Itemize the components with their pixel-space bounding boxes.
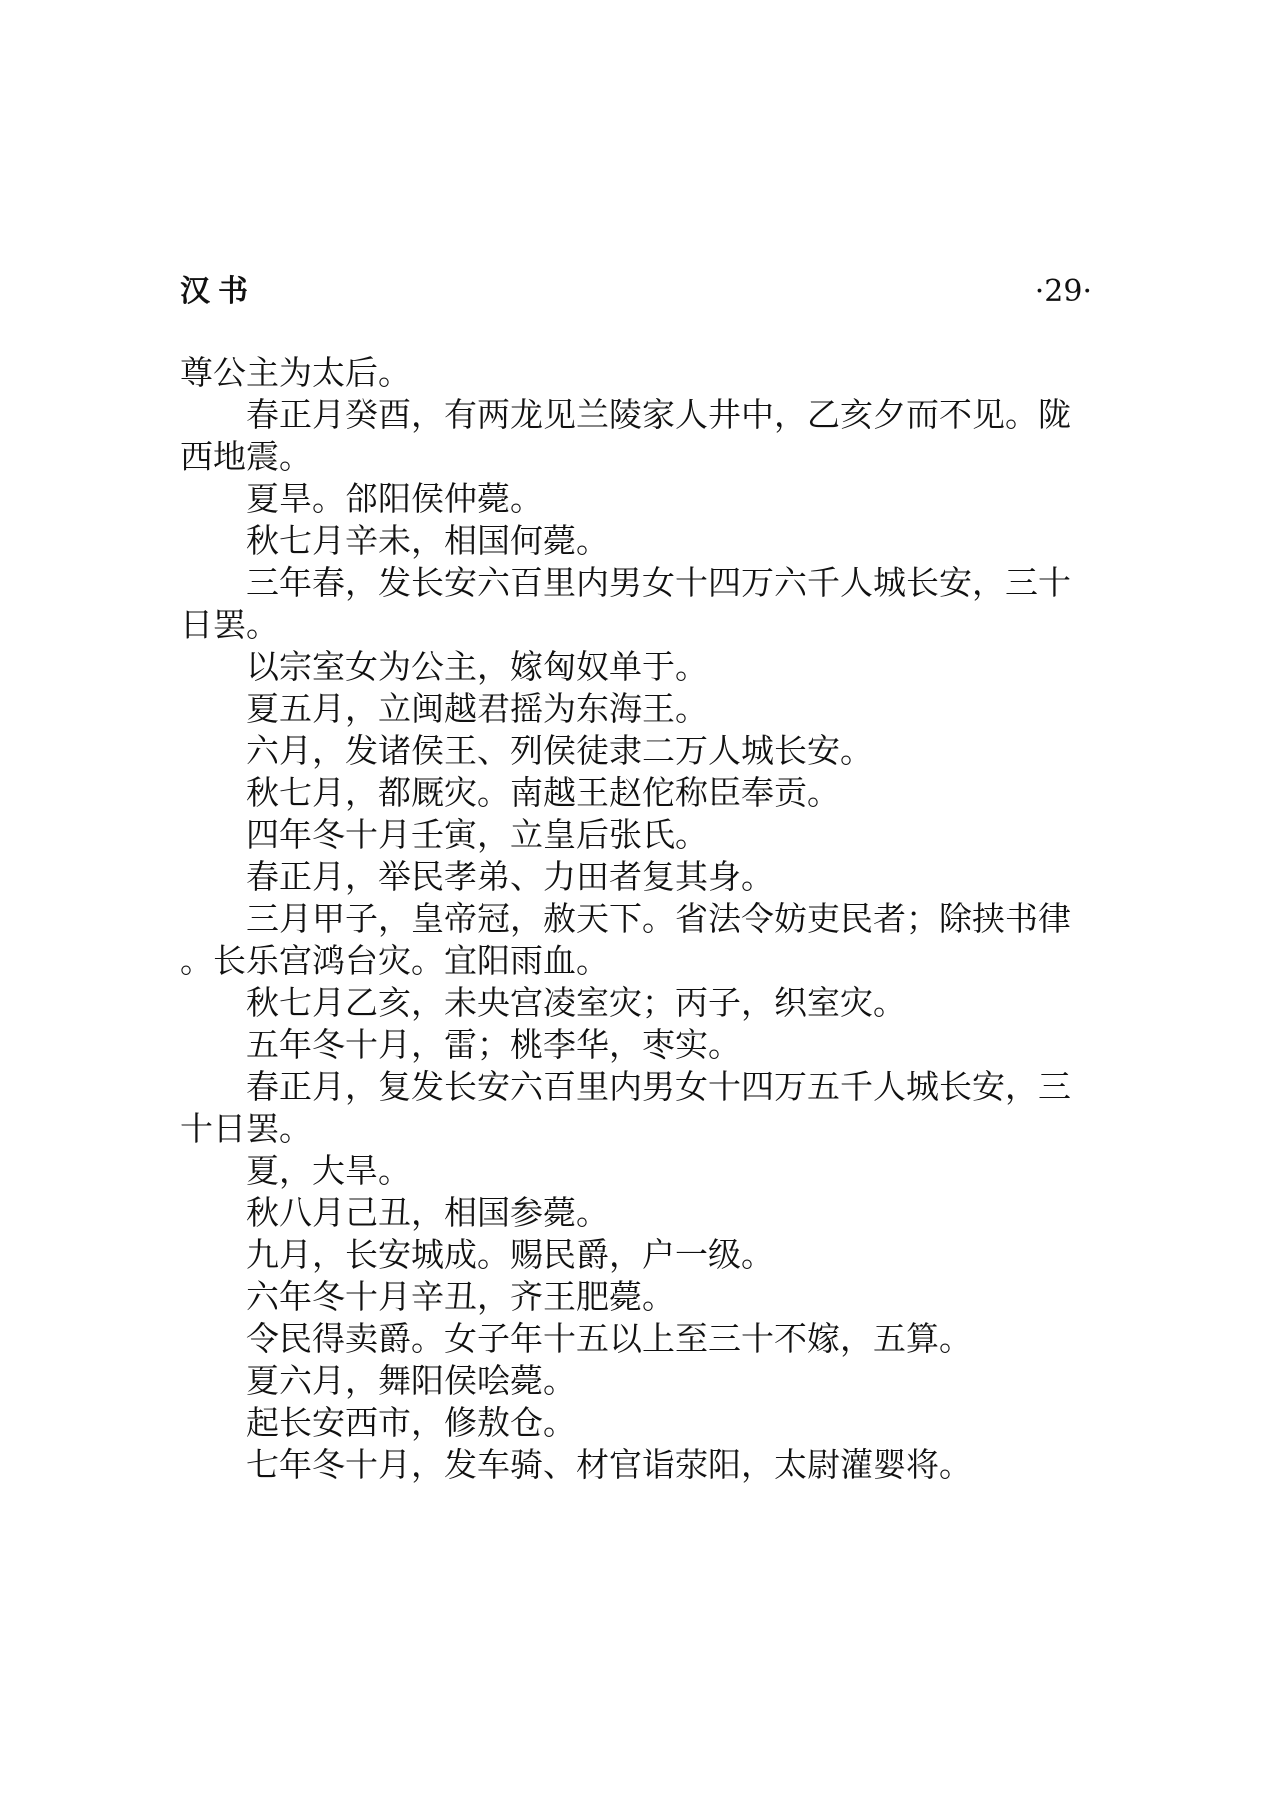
paragraph: 七年冬十月，发车骑、材官诣荥阳，太尉灌婴将。 xyxy=(246,1445,972,1484)
page-header xyxy=(180,270,1092,314)
paragraph: 春正月，复发长安六百里内男女十四万五千人城长安，三十日罢。 xyxy=(180,1067,1071,1148)
paragraph: 夏五月，立闽越君摇为东海王。 xyxy=(246,689,708,728)
body-text xyxy=(180,352,1092,1486)
paragraph: 夏旱。郃阳侯仲薨。 xyxy=(246,479,543,518)
page-number: ·29· xyxy=(1034,274,1092,309)
paragraph: 令民得卖爵。女子年十五以上至三十不嫁，五算。 xyxy=(246,1319,972,1358)
paragraph: 春正月癸酉，有两龙见兰陵家人井中，乙亥夕而不见。陇西地震。 xyxy=(180,395,1071,476)
book-title: 汉书 xyxy=(180,274,256,309)
paragraph: 六月，发诸侯王、列侯徒隶二万人城长安。 xyxy=(246,731,873,770)
paragraph: 秋八月己丑，相国参薨。 xyxy=(246,1193,609,1232)
paragraph: 三年春，发长安六百里内男女十四万六千人城长安，三十日罢。 xyxy=(180,563,1071,644)
paragraph: 起长安西市，修敖仓。 xyxy=(246,1403,576,1442)
paragraph: 尊公主为太后。 xyxy=(180,353,411,392)
paragraph: 秋七月，都厩灾。南越王赵佗称臣奉贡。 xyxy=(246,773,840,812)
paragraph: 秋七月乙亥，未央宫凌室灾；丙子，织室灾。 xyxy=(246,983,906,1022)
paragraph: 以宗室女为公主，嫁匈奴单于。 xyxy=(246,647,708,686)
paragraph: 四年冬十月壬寅，立皇后张氏。 xyxy=(246,815,708,854)
paragraph: 春正月，举民孝弟、力田者复其身。 xyxy=(246,857,774,896)
paragraph: 夏，大旱。 xyxy=(246,1151,411,1190)
paragraph: 五年冬十月，雷；桃李华，枣实。 xyxy=(246,1025,741,1064)
paragraph: 六年冬十月辛丑，齐王肥薨。 xyxy=(246,1277,675,1316)
paragraph: 夏六月，舞阳侯哙薨。 xyxy=(246,1361,576,1400)
paragraph: 三月甲子，皇帝冠，赦天下。省法令妨吏民者；除挟书律。长乐宫鸿台灾。宜阳雨血。 xyxy=(180,899,1071,980)
paragraph: 秋七月辛未，相国何薨。 xyxy=(246,521,609,560)
paragraph: 九月，长安城成。赐民爵，户一级。 xyxy=(246,1235,774,1274)
